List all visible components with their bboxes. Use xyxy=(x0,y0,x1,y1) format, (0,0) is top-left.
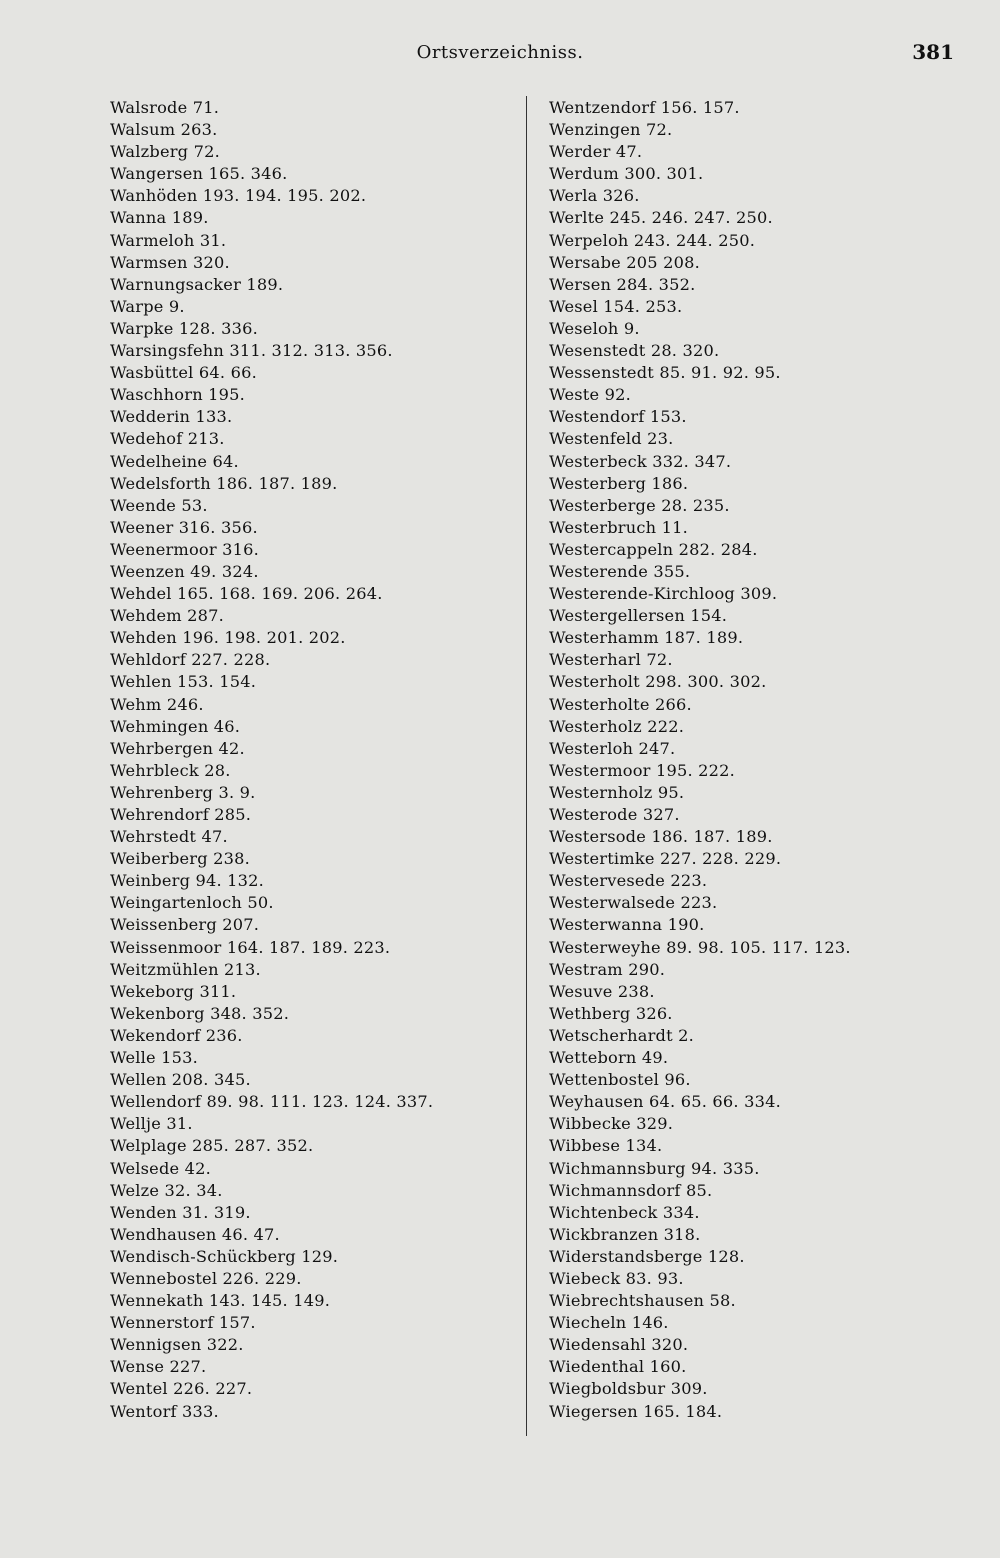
index-entry: Wellendorf 89. 98. 111. 123. 124. 337. xyxy=(110,1092,434,1112)
index-entry: Wiegboldsbur 309. xyxy=(549,1379,708,1399)
index-entry: Wedderin 133. xyxy=(110,407,233,427)
index-entry: Wersabe 205 208. xyxy=(549,252,700,272)
index-entry: Wellen 208. 345. xyxy=(110,1070,251,1090)
index-entry: Wetscherhardt 2. xyxy=(549,1025,694,1045)
index-entry: Wellje 31. xyxy=(110,1114,193,1134)
index-entry: Wibbecke 329. xyxy=(549,1114,674,1134)
index-entry: Westercappeln 282. 284. xyxy=(549,539,758,559)
index-entry: Wanna 189. xyxy=(110,208,209,228)
index-entry: Wekenborg 348. 352. xyxy=(110,1003,290,1023)
index-entry: Wehldorf 227. 228. xyxy=(110,650,271,670)
index-entry: Walsum 263. xyxy=(110,120,218,140)
index-entry: Wiebrechtshausen 58. xyxy=(549,1291,736,1311)
index-entry: Walsrode 71. xyxy=(110,98,220,117)
index-entry: Wehrendorf 285. xyxy=(110,805,252,824)
index-entry: Wehrbleck 28. xyxy=(110,760,231,780)
index-entry: Westendorf 153. xyxy=(549,407,687,427)
index-entry: Waschhorn 195. xyxy=(110,385,246,405)
index-entry: Wennerstorf 157. xyxy=(110,1313,256,1333)
index-entry: Wesenstedt 28. 320. xyxy=(549,341,720,361)
index-entry: Westerberge 28. 235. xyxy=(549,495,730,515)
index-entry: Westerwanna 190. xyxy=(549,915,705,935)
index-entry: Weenermoor 316. xyxy=(110,539,259,559)
index-entry: Werder 47. xyxy=(549,142,643,162)
index-column-left xyxy=(110,97,433,1423)
index-entry: Westerende 355. xyxy=(549,561,691,581)
index-entry: Werlte 245. 246. 247. 250. xyxy=(549,208,773,228)
index-entry: Weissenmoor 164. 187. 189. 223. xyxy=(110,937,391,957)
index-entry: Wehlen 153. 154. xyxy=(110,672,257,692)
index-column-right xyxy=(549,97,851,1423)
index-entry: Wichmannsdorf 85. xyxy=(549,1180,713,1200)
index-entry: Wehdel 165. 168. 169. 206. 264. xyxy=(110,584,383,604)
index-entry: Westervesede 223. xyxy=(549,871,708,891)
index-entry: Wenden 31. 319. xyxy=(110,1202,251,1222)
index-entry: Weener 316. 356. xyxy=(110,517,258,537)
index-entry: Weingartenloch 50. xyxy=(110,893,274,913)
index-entry: Wennigsen 322. xyxy=(110,1335,244,1355)
column-divider xyxy=(526,96,527,1436)
index-entry: Wekendorf 236. xyxy=(110,1025,243,1045)
index-entry: Wiecheln 146. xyxy=(549,1313,669,1333)
index-entry: Westerwalsede 223. xyxy=(549,893,718,913)
index-entry: Wetteborn 49. xyxy=(549,1048,669,1068)
index-entry: Wichtenbeck 334. xyxy=(549,1202,700,1222)
index-entry: Westerbruch 11. xyxy=(549,517,688,537)
index-entry: Wettenbostel 96. xyxy=(549,1070,691,1090)
index-entry: Westerloh 247. xyxy=(549,738,676,758)
index-entry: Westerholz 222. xyxy=(549,716,685,736)
index-entry: Weste 92. xyxy=(549,385,631,405)
index-entry: Warmsen 320. xyxy=(110,252,230,272)
index-entry: Westerhamm 187. 189. xyxy=(549,628,744,648)
index-entry: Wethberg 326. xyxy=(549,1003,673,1023)
index-entry: Wersen 284. 352. xyxy=(549,274,696,294)
running-header-title: Ortsverzeichniss. xyxy=(416,42,584,63)
index-entry: Westergellersen 154. xyxy=(549,606,728,626)
index-entry: Walzberg 72. xyxy=(110,142,220,162)
index-entry: Westenfeld 23. xyxy=(549,429,674,449)
index-entry: Westerholt 298. 300. 302. xyxy=(549,672,767,692)
index-entry: Westerende-Kirchloog 309. xyxy=(549,584,778,604)
index-entry: Weissenberg 207. xyxy=(110,915,260,935)
index-entry: Westerode 327. xyxy=(549,805,680,824)
index-entry: Widerstandsberge 128. xyxy=(549,1246,745,1266)
index-entry: Wennekath 143. 145. 149. xyxy=(110,1291,331,1311)
index-entry: Wanhöden 193. 194. 195. 202. xyxy=(110,186,367,206)
index-entry: Wedehof 213. xyxy=(110,429,225,449)
index-entry: Warpe 9. xyxy=(110,296,185,316)
index-entry: Westernholz 95. xyxy=(549,782,685,802)
index-entry: Wense 227. xyxy=(110,1357,207,1377)
index-entry: Wasbüttel 64. 66. xyxy=(110,363,257,383)
index-entry: Werdum 300. 301. xyxy=(549,164,704,184)
index-entry: Wendhausen 46. 47. xyxy=(110,1224,280,1244)
index-entry: Wiegersen 165. 184. xyxy=(549,1401,723,1421)
index-entry: Wiedensahl 320. xyxy=(549,1335,689,1355)
index-entry: Wiedenthal 160. xyxy=(549,1357,687,1377)
index-entry: Wehmingen 46. xyxy=(110,716,241,736)
index-entry: Wehdem 287. xyxy=(110,606,225,626)
index-entry: Wehrenberg 3. 9. xyxy=(110,782,256,802)
index-entry: Wesel 154. 253. xyxy=(549,296,683,316)
index-entry: Weyhausen 64. 65. 66. 334. xyxy=(549,1092,781,1112)
index-entry: Weenzen 49. 324. xyxy=(110,561,259,581)
index-entry: Warpke 128. 336. xyxy=(110,318,258,338)
index-entry: Wessenstedt 85. 91. 92. 95. xyxy=(549,363,781,383)
index-entry: Wentel 226. 227. xyxy=(110,1379,253,1399)
index-entry: Weseloh 9. xyxy=(549,318,640,338)
index-entry: Westram 290. xyxy=(549,959,666,979)
index-entry: Wehrbergen 42. xyxy=(110,738,245,758)
index-entry: Wesuve 238. xyxy=(549,981,655,1001)
index-entry: Westerholte 266. xyxy=(549,694,692,714)
index-entry: Warsingsfehn 311. 312. 313. 356. xyxy=(110,341,393,361)
index-entry: Weiberberg 238. xyxy=(110,849,250,869)
page-number: 381 xyxy=(912,40,954,64)
index-entry: Welplage 285. 287. 352. xyxy=(110,1136,314,1156)
index-entry: Westertimke 227. 228. 229. xyxy=(549,849,782,869)
index-entry: Westerbeck 332. 347. xyxy=(549,451,732,471)
index-entry: Warmeloh 31. xyxy=(110,230,227,250)
index-entry: Welze 32. 34. xyxy=(110,1180,223,1200)
index-entry: Westerberg 186. xyxy=(549,473,689,493)
index-entry: Warnungsacker 189. xyxy=(110,274,284,294)
index-entry: Weende 53. xyxy=(110,495,208,515)
index-entry: Wenzingen 72. xyxy=(549,120,673,140)
index-entry: Wedelsforth 186. 187. 189. xyxy=(110,473,338,493)
index-entry: Wibbese 134. xyxy=(549,1136,663,1156)
index-entry: Wekeborg 311. xyxy=(110,981,237,1001)
index-entry: Wickbranzen 318. xyxy=(549,1224,701,1244)
index-entry: Wangersen 165. 346. xyxy=(110,164,288,184)
index-entry: Wehden 196. 198. 201. 202. xyxy=(110,628,346,648)
index-entry: Wentorf 333. xyxy=(110,1401,219,1421)
index-entry: Weinberg 94. 132. xyxy=(110,871,265,891)
index-entry: Westerharl 72. xyxy=(549,650,673,670)
index-entry: Welle 153. xyxy=(110,1048,199,1068)
index-entry: Wennebostel 226. 229. xyxy=(110,1268,302,1288)
index-entry: Werla 326. xyxy=(549,186,640,206)
index-entry: Wiebeck 83. 93. xyxy=(549,1268,684,1288)
index-entry: Westermoor 195. 222. xyxy=(549,760,735,780)
index-entry: Wendisch-Schückberg 129. xyxy=(110,1246,339,1266)
index-entry: Westersode 186. 187. 189. xyxy=(549,827,773,847)
index-entry: Welsede 42. xyxy=(110,1158,211,1178)
index-entry: Wehrstedt 47. xyxy=(110,827,228,847)
index-entry: Werpeloh 243. 244. 250. xyxy=(549,230,756,250)
index-entry: Wentzendorf 156. 157. xyxy=(549,98,740,117)
index-entry: Westerweyhe 89. 98. 105. 117. 123. xyxy=(549,937,851,957)
index-entry: Weitzmühlen 213. xyxy=(110,959,261,979)
index-entry: Wichmannsburg 94. 335. xyxy=(549,1158,760,1178)
index-entry: Wehm 246. xyxy=(110,694,204,714)
index-entry: Wedelheine 64. xyxy=(110,451,239,471)
